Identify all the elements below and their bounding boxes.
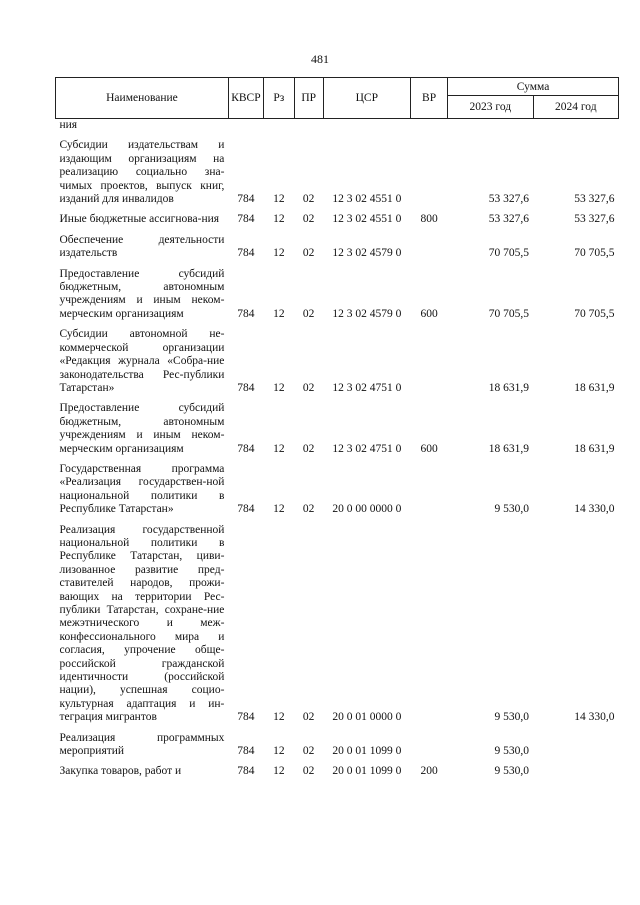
row-sum-2023: 9 530,0 bbox=[494, 503, 530, 516]
row-csr: 12 3 02 4751 0 bbox=[332, 381, 402, 394]
row-pr: 02 bbox=[302, 442, 315, 455]
col-header-pr: ПР bbox=[294, 78, 323, 119]
table-body bbox=[56, 119, 619, 779]
col-header-csr: ЦСР bbox=[323, 78, 410, 119]
row-sum-2024 bbox=[533, 758, 618, 778]
table-row bbox=[56, 227, 619, 261]
table-row bbox=[56, 456, 619, 517]
row-name: Предоставление субсидий бюджетным, автономным учреждениям и иным неком-мерческим организациям bbox=[59, 267, 225, 320]
row-sum-2023: 9 530,0 bbox=[494, 765, 530, 778]
row-name: Реализация программных мероприятий bbox=[59, 731, 225, 758]
row-csr: 12 3 02 4551 0 bbox=[332, 193, 402, 206]
row-csr: 12 3 02 4579 0 bbox=[332, 307, 402, 320]
row-sum-2024: 14 330,0 bbox=[574, 711, 615, 724]
row-csr: 12 3 02 4751 0 bbox=[332, 442, 402, 455]
table-row bbox=[56, 321, 619, 395]
row-sum-2024 bbox=[533, 119, 618, 133]
table-row bbox=[56, 395, 619, 456]
row-sum-2023: 9 530,0 bbox=[494, 711, 530, 724]
row-rz bbox=[263, 119, 294, 133]
row-csr: 20 0 01 1099 0 bbox=[332, 765, 402, 778]
row-rz: 12 bbox=[273, 503, 285, 516]
row-name: Закупка товаров, работ и bbox=[59, 765, 182, 778]
col-header-vr: ВР bbox=[411, 78, 448, 119]
row-name: Иные бюджетные ассигнова-ния bbox=[59, 213, 220, 226]
row-csr: 20 0 01 1099 0 bbox=[332, 745, 402, 758]
row-csr: 20 0 01 0000 0 bbox=[332, 711, 402, 724]
row-pr: 02 bbox=[302, 745, 315, 758]
row-pr: 02 bbox=[302, 381, 315, 394]
row-vr bbox=[411, 456, 448, 517]
row-rz: 12 bbox=[273, 711, 285, 724]
row-sum-2023: 70 705,5 bbox=[488, 247, 530, 260]
row-sum-2023: 18 631,9 bbox=[488, 442, 530, 455]
row-rz: 12 bbox=[273, 247, 285, 260]
col-header-rz: Рз bbox=[263, 78, 294, 119]
row-sum-2023: 53 327,6 bbox=[488, 193, 530, 206]
col-header-2023: 2023 год bbox=[448, 96, 533, 119]
row-sum-2024: 53 327,6 bbox=[574, 213, 615, 226]
table-row bbox=[56, 132, 619, 206]
table-row bbox=[56, 517, 619, 725]
col-header-name: Наименование bbox=[56, 78, 229, 119]
row-rz: 12 bbox=[273, 213, 285, 226]
row-sum-2023: 18 631,9 bbox=[488, 381, 530, 394]
row-pr: 02 bbox=[302, 765, 315, 778]
row-rz: 12 bbox=[273, 442, 285, 455]
row-rz: 12 bbox=[273, 381, 285, 394]
row-vr: 600 bbox=[420, 442, 438, 455]
row-name: ния bbox=[59, 119, 78, 131]
row-sum-2023: 70 705,5 bbox=[488, 307, 530, 320]
row-pr: 02 bbox=[302, 307, 315, 320]
row-kvsr: 784 bbox=[237, 711, 255, 724]
row-csr bbox=[323, 119, 410, 133]
row-kvsr: 784 bbox=[237, 503, 255, 516]
row-kvsr: 784 bbox=[237, 247, 255, 260]
row-kvsr: 784 bbox=[237, 745, 255, 758]
row-kvsr: 784 bbox=[237, 381, 255, 394]
row-vr: 800 bbox=[420, 213, 438, 226]
row-name: Субсидии издательствам и издающим организациям на реализацию социально зна-чимых проектов, выпуск книг, изданий для инвалидов bbox=[59, 139, 225, 206]
row-vr bbox=[411, 321, 448, 395]
row-pr: 02 bbox=[302, 711, 315, 724]
page-number: 481 bbox=[311, 52, 329, 66]
row-csr: 20 0 00 0000 0 bbox=[332, 503, 402, 516]
row-sum-2024: 70 705,5 bbox=[574, 307, 615, 320]
row-sum-2023 bbox=[448, 119, 533, 133]
row-kvsr: 784 bbox=[237, 765, 255, 778]
row-rz: 12 bbox=[273, 193, 285, 206]
row-kvsr: 784 bbox=[237, 213, 255, 226]
table-header bbox=[56, 78, 619, 119]
col-header-2024: 2024 год bbox=[533, 96, 618, 119]
row-name: Субсидии автономной не-коммерческой организации «Редакция журнала «Собра-ние законодательства Рес-публики Татарстан» bbox=[59, 328, 225, 394]
row-name: Обеспечение деятельности издательств bbox=[59, 233, 225, 260]
row-csr: 12 3 02 4551 0 bbox=[332, 213, 402, 226]
table-row bbox=[56, 725, 619, 759]
row-sum-2024 bbox=[533, 725, 618, 759]
col-header-kvsr: КВСР bbox=[228, 78, 263, 119]
row-kvsr bbox=[228, 119, 263, 133]
row-kvsr: 784 bbox=[237, 307, 255, 320]
row-vr bbox=[411, 517, 448, 725]
table-row bbox=[56, 119, 619, 133]
row-pr: 02 bbox=[302, 247, 315, 260]
row-sum-2024: 70 705,5 bbox=[574, 247, 615, 260]
row-kvsr: 784 bbox=[237, 193, 255, 206]
row-vr: 600 bbox=[420, 307, 438, 320]
row-kvsr: 784 bbox=[237, 442, 255, 455]
col-header-sum: Сумма bbox=[448, 78, 619, 96]
row-pr: 02 bbox=[302, 503, 315, 516]
row-pr bbox=[294, 119, 323, 133]
row-sum-2024: 53 327,6 bbox=[574, 193, 615, 206]
row-sum-2023: 9 530,0 bbox=[494, 745, 530, 758]
row-name: Государственная программа «Реализация государствен-ной национальной политики в Республике Татарстан» bbox=[59, 462, 225, 516]
row-pr: 02 bbox=[302, 213, 315, 226]
row-vr bbox=[411, 725, 448, 759]
row-sum-2024: 14 330,0 bbox=[574, 503, 615, 516]
row-sum-2024: 18 631,9 bbox=[574, 381, 615, 394]
row-name: Предоставление субсидий бюджетным, автономным учреждениям и иным неком-мерческим организациям bbox=[59, 402, 225, 455]
row-rz: 12 bbox=[273, 745, 285, 758]
table-row bbox=[56, 206, 619, 226]
row-sum-2024: 18 631,9 bbox=[574, 442, 615, 455]
row-pr: 02 bbox=[302, 193, 315, 206]
row-vr bbox=[411, 119, 448, 133]
row-rz: 12 bbox=[273, 765, 285, 778]
row-csr: 12 3 02 4579 0 bbox=[332, 247, 402, 260]
table-row bbox=[56, 261, 619, 322]
table-row bbox=[56, 758, 619, 778]
row-vr: 200 bbox=[420, 765, 438, 778]
row-vr bbox=[411, 227, 448, 261]
row-rz: 12 bbox=[273, 307, 285, 320]
row-name: Реализация государственной национальной политики в Республике Татарстан, циви-лизованное развитие пред-ставителей народов, прожи-вающих на территории Рес-публики Татарстан, сохране-ние межэтнического и меж-конфессионального мира и согласия, упрочение обще-российской гражданской идентичности (российской нации), успешная социо-культурная адаптация и ин-теграция мигрантов bbox=[59, 523, 225, 724]
budget-table bbox=[55, 77, 619, 779]
row-vr bbox=[411, 132, 448, 206]
row-sum-2023: 53 327,6 bbox=[488, 213, 530, 226]
